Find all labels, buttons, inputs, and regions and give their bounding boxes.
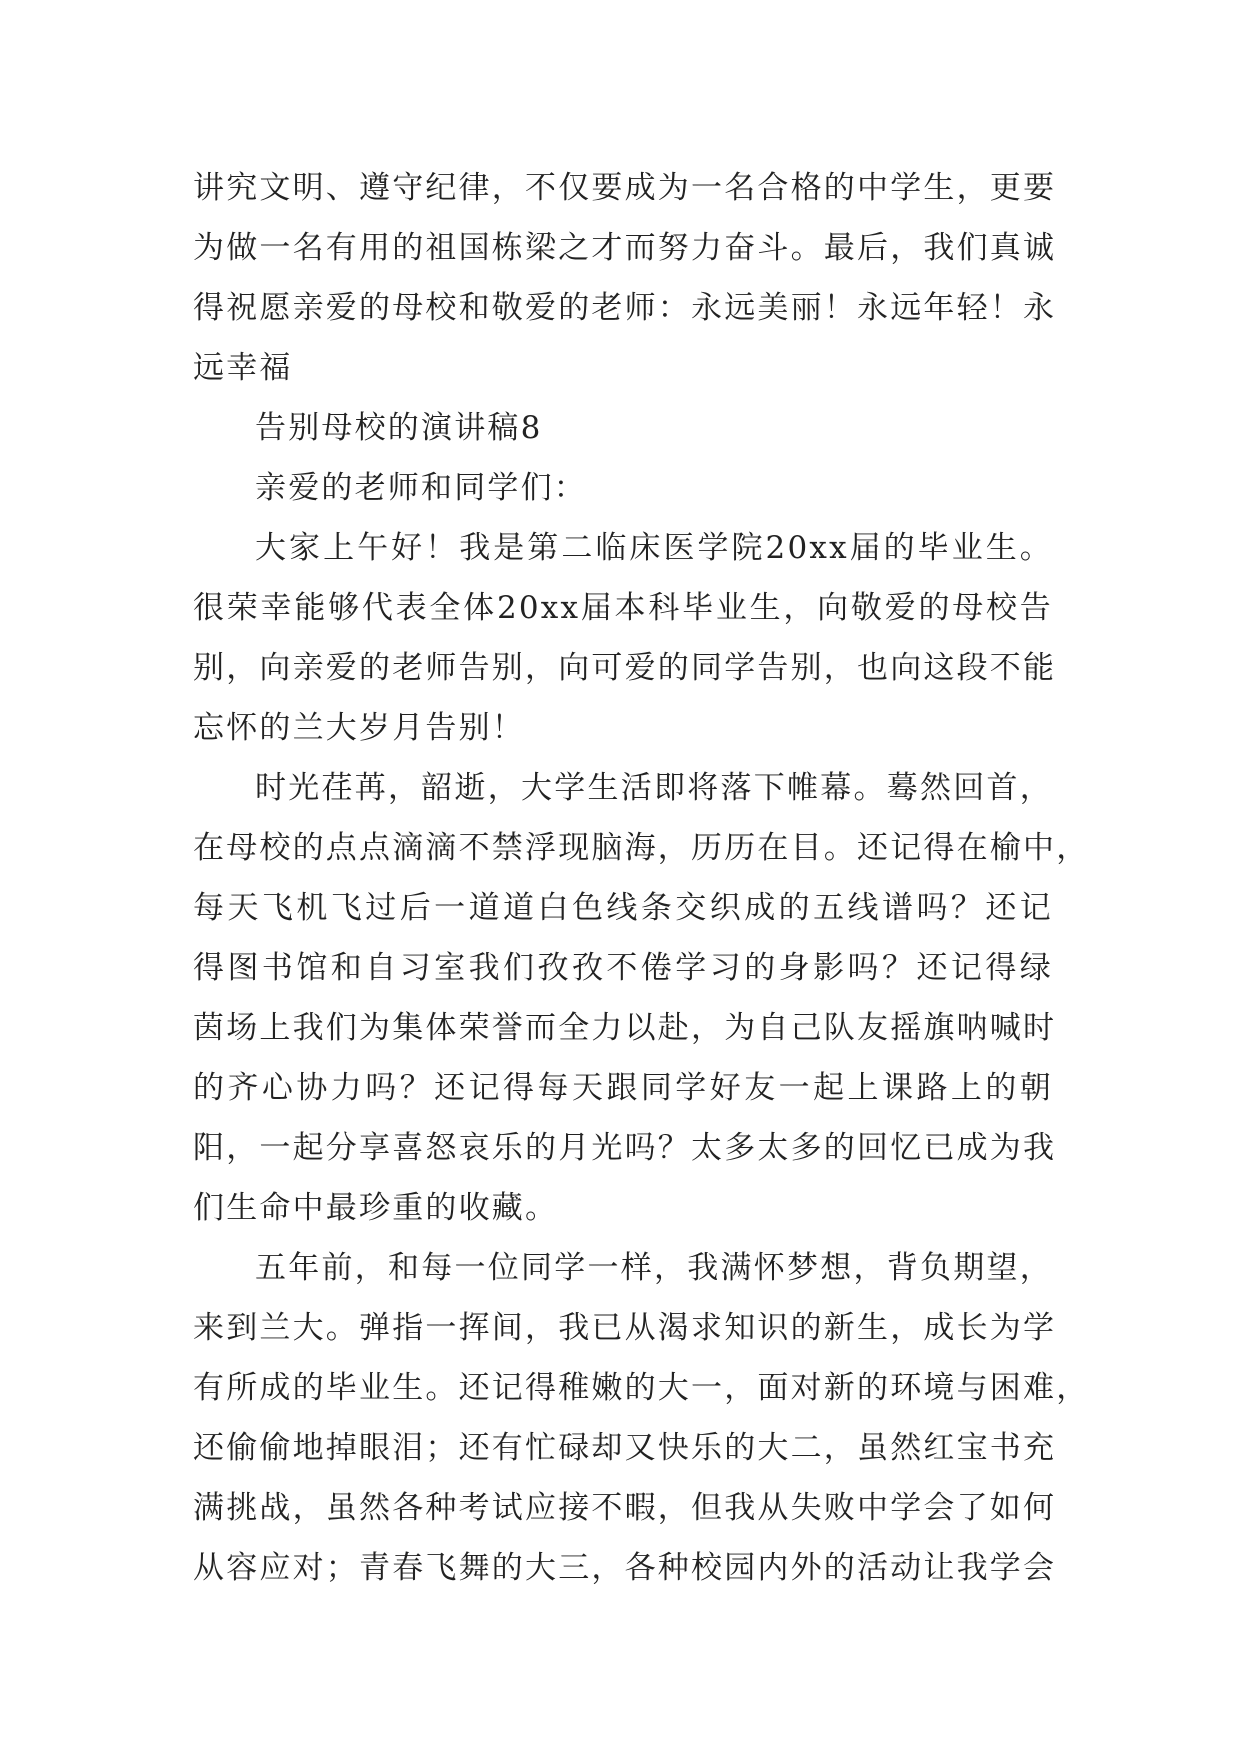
text-line: 茵场上我们为集体荣誉而全力以赴，为自己队友摇旗呐喊时 bbox=[193, 1010, 1057, 1046]
document-body bbox=[193, 158, 1090, 1598]
text-line: 们生命中最珍重的收藏。 bbox=[193, 1190, 559, 1226]
text-line: 满挑战，虽然各种考试应接不暇，但我从失败中学会了如何 bbox=[193, 1490, 1057, 1526]
text-line: 忘怀的兰大岁月告别！ bbox=[193, 710, 525, 746]
text-line: 五年前，和每一位同学一样，我满怀梦想，背负期望， bbox=[255, 1250, 1053, 1286]
body-paragraph bbox=[193, 1238, 1090, 1598]
text-line: 远幸福 bbox=[193, 350, 293, 386]
text-line: 告别母校的演讲稿8 bbox=[255, 410, 543, 446]
text-line: 从容应对；青春飞舞的大三，各种校园内外的活动让我学会 bbox=[193, 1550, 1057, 1586]
body-paragraph bbox=[193, 158, 1057, 398]
text-line: 每天飞机飞过后一道道白色线条交织成的五线谱吗？还记 bbox=[193, 890, 1053, 926]
text-line: 得图书馆和自习室我们孜孜不倦学习的身影吗？还记得绿 bbox=[193, 950, 1053, 986]
text-line: 有所成的毕业生。还记得稚嫩的大一，面对新的环境与困难， bbox=[193, 1370, 1090, 1406]
text-line: 别，向亲爱的老师告别，向可爱的同学告别，也向这段不能 bbox=[193, 650, 1057, 686]
text-line: 还偷偷地掉眼泪；还有忙碌却又快乐的大二，虽然红宝书充 bbox=[193, 1430, 1057, 1466]
section-heading bbox=[193, 398, 1053, 458]
text-line: 在母校的点点滴滴不禁浮现脑海，历历在目。还记得在榆中， bbox=[193, 830, 1090, 866]
text-line: 讲究文明、遵守纪律，不仅要成为一名合格的中学生，更要 bbox=[193, 170, 1057, 206]
salutation-paragraph bbox=[193, 458, 1053, 518]
text-line: 为做一名有用的祖国栋梁之才而努力奋斗。最后，我们真诚 bbox=[193, 230, 1057, 266]
text-line: 很荣幸能够代表全体20xx届本科毕业生，向敬爱的母校告 bbox=[193, 590, 1053, 626]
text-line: 阳，一起分享喜怒哀乐的月光吗？太多太多的回忆已成为我 bbox=[193, 1130, 1057, 1166]
text-line: 亲爱的老师和同学们： bbox=[255, 470, 587, 506]
body-paragraph bbox=[193, 518, 1057, 758]
text-line: 的齐心协力吗？还记得每天跟同学好友一起上课路上的朝 bbox=[193, 1070, 1053, 1106]
text-line: 得祝愿亲爱的母校和敬爱的老师：永远美丽！永远年轻！永 bbox=[193, 290, 1057, 326]
body-paragraph bbox=[193, 758, 1090, 1238]
text-line: 时光荏苒，韶逝，大学生活即将落下帷幕。蓦然回首， bbox=[255, 770, 1053, 806]
text-line: 大家上午好！我是第二临床医学院20xx届的毕业生。 bbox=[255, 530, 1053, 566]
text-line: 来到兰大。弹指一挥间，我已从渴求知识的新生，成长为学 bbox=[193, 1310, 1057, 1346]
